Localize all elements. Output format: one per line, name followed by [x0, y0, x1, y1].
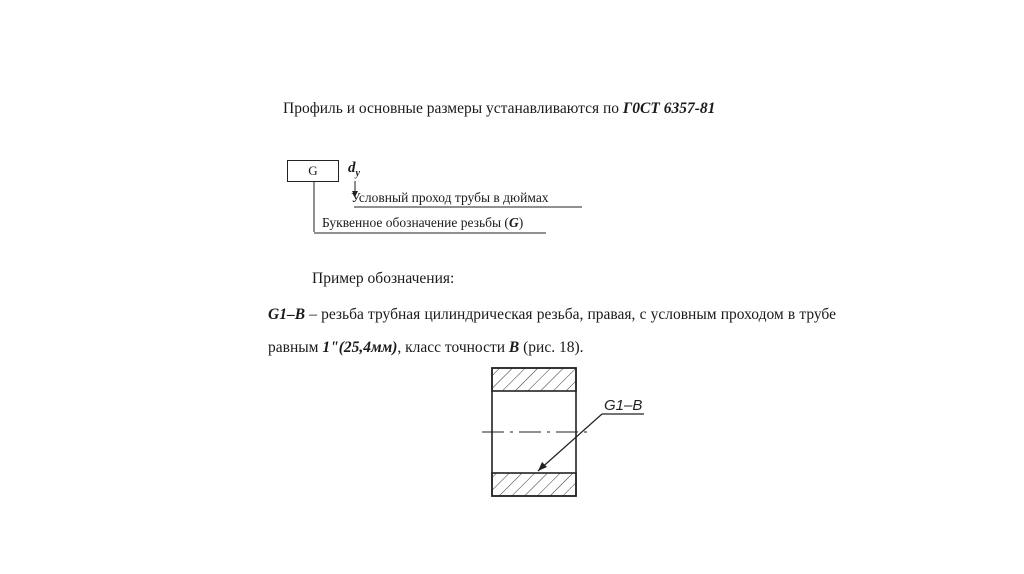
example-designation: G1–B	[268, 306, 306, 323]
example-paragraph: G1–B – резьба трубная цилиндрическая резьба, правая, с условным проходом в трубе равным 1"(25,4мм), класс точности B (рис. 18).	[268, 306, 836, 356]
nominal-bore-label: Условный проход трубы в дюймах	[351, 190, 549, 205]
example-accuracy-class: B	[508, 339, 520, 356]
heading-text: Профиль и основные размеры устанавливаются по	[283, 100, 623, 117]
nominal-bore-symbol: $d_y$	[348, 160, 360, 179]
top-wall-section	[492, 368, 576, 391]
thread-letter: G	[308, 163, 318, 178]
gost-standard: Г0СТ 6357-81	[622, 100, 716, 117]
callout-leader	[538, 414, 602, 471]
thread-figure	[480, 362, 680, 502]
bottom-wall-section	[492, 473, 576, 496]
callout-arrowhead	[538, 462, 547, 471]
example-heading: Пример обозначения:	[312, 270, 455, 287]
callout-label: G1–B	[604, 397, 643, 414]
letter-designation-label: Буквенное обозначение резьбы (G)	[322, 215, 524, 230]
example-size: 1"(25,4мм)	[322, 339, 398, 356]
